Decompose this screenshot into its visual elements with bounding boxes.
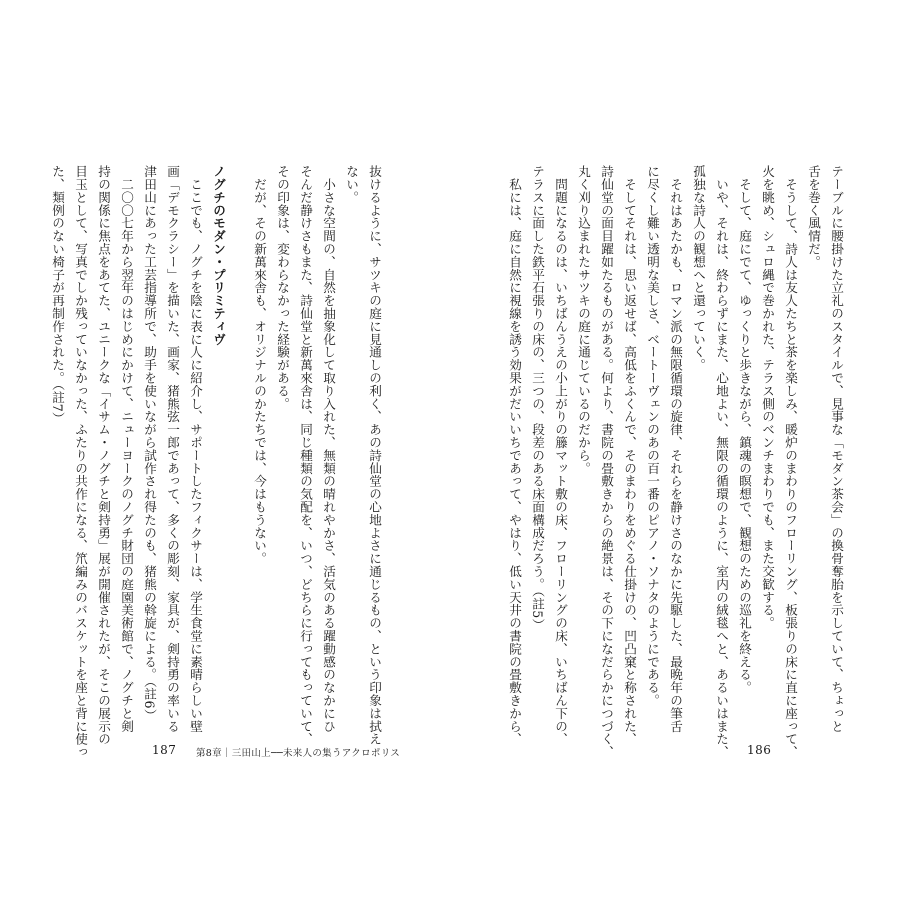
text-line: 詩仙堂の面目躍如たるものがある。何より、書院の畳敷きからの絶景は、その下になだらかにつづく、: [599, 165, 614, 759]
text-line: た、類例のない椅子が再制作された。（註7）: [50, 165, 65, 426]
text-line: だが、その新萬來舎も、オリジナルのかたちでは、今はもうない。: [252, 165, 267, 565]
page-number: 186: [747, 743, 772, 757]
right-page-text: [505, 0, 848, 900]
text-line: に尽くし難い透明な美しさ、ベートーヴェンのあの百一番のピアノ・ソナタのようにである。: [645, 165, 660, 707]
text-line: ない。: [344, 165, 359, 204]
text-line: 画「デモクラシー」を描いた、画家、猪熊弦一郎であって、多くの彫刻、家具が、剣持勇の率いる: [165, 165, 180, 733]
running-head: 第8章｜三田山上──未来人の集うアクロポリス: [196, 748, 401, 759]
text-line: 火を眺め、シュロ縄で巻かれた、テラス側のベンチまわりでも、また交歓する。: [760, 165, 775, 630]
text-line: テーブルに腰掛けた立礼のスタイルで、見事な「モダン茶会」の換骨奪胎を示していて、ちょっと: [829, 165, 844, 733]
text-line: それはあたかも、ロマン派の無限循環の旋律、それらを静けさのなかに先駆した、最晩年の筆舌: [668, 165, 683, 733]
text-line: 問題になるのは、いちばんうえの小上がりの籐マット敷の床、フローリングの床、いちばん下の、: [553, 165, 568, 746]
text-line: 孤独な詩人の観想へと還っていく。: [691, 165, 706, 372]
text-line: そして、庭にでて、ゆっくりと歩きながら、鎮魂の瞑想で、観想のための巡礼を終える。: [737, 165, 752, 694]
text-line: 丸く刈り込まれたサツキの庭に通じているのだから。: [576, 165, 591, 475]
text-line: そしてそれは、思い返せば、高低をふくんで、そのまわりをめぐる仕掛けの、凹凸窠と称された、: [622, 165, 637, 746]
text-line: 舌を巻く風情だ。: [806, 165, 821, 269]
text-line: いや、それは、終わらずにまた、心地よい、無限の循環のように、室内の絨毯へと、あるいはまた、: [714, 165, 729, 759]
text-line: 二〇〇七年から翌年のはじめにかけて、ニューヨークのノグチ財団の庭園美術館で、ノグチと剣: [119, 165, 134, 733]
left-page-text: [46, 0, 386, 900]
text-line: テラスに面した鉄平石張りの床の、三つの、段差のある床面構成だろう。（註5）: [530, 165, 545, 632]
text-line: 抜けるように、サツキの庭に見通しの利く、あの詩仙堂の心地よさに通じるもの、という印象は拭え: [367, 165, 382, 746]
text-line: そんだ静けさもまた、詩仙堂と新萬來舎は、同じ種類の気配を、いつ、どちらに行ってもっていて、: [298, 165, 313, 746]
page-number: 187: [152, 743, 177, 757]
text-line: その印象は、変わらなかった経験がある。: [275, 165, 290, 411]
text-line: ここでも、ノグチを陰に表に人に紹介し、サポートしたフィクサーは、学生食堂に素晴らしい壁: [188, 165, 203, 733]
text-line: 小さな空間の、自然を抽象化して取り入れた、無類の晴れやかさ、活気のある躍動感のなかにひ: [321, 165, 336, 733]
text-line: そうして、詩人は友人たちと茶を楽しみ、暖炉のまわりのフローリング、板張りの床に直に座って、: [783, 165, 798, 759]
text-line: 目玉として、写真でしか残っていなかった、ふたりの共作になる、笊編みのバスケットを座と背に使っ: [73, 165, 88, 759]
text-line: 私には、庭に自然に視線を誘う効果がだいいちであって、やはり、低い天井の書院の畳敷きから、: [507, 165, 522, 746]
section-heading: ノグチのモダン・プリミティヴ: [211, 165, 226, 346]
text-line: 津田山にあった工芸指導所で、助手を使いながら試作され得たのも、猪熊の斡旋による。（註6）: [142, 165, 157, 722]
text-line: 持の関係に焦点をあてた、ユニークな「イサム・ノグチと剣持勇」展が開催されたが、そこの展示の: [96, 165, 111, 746]
